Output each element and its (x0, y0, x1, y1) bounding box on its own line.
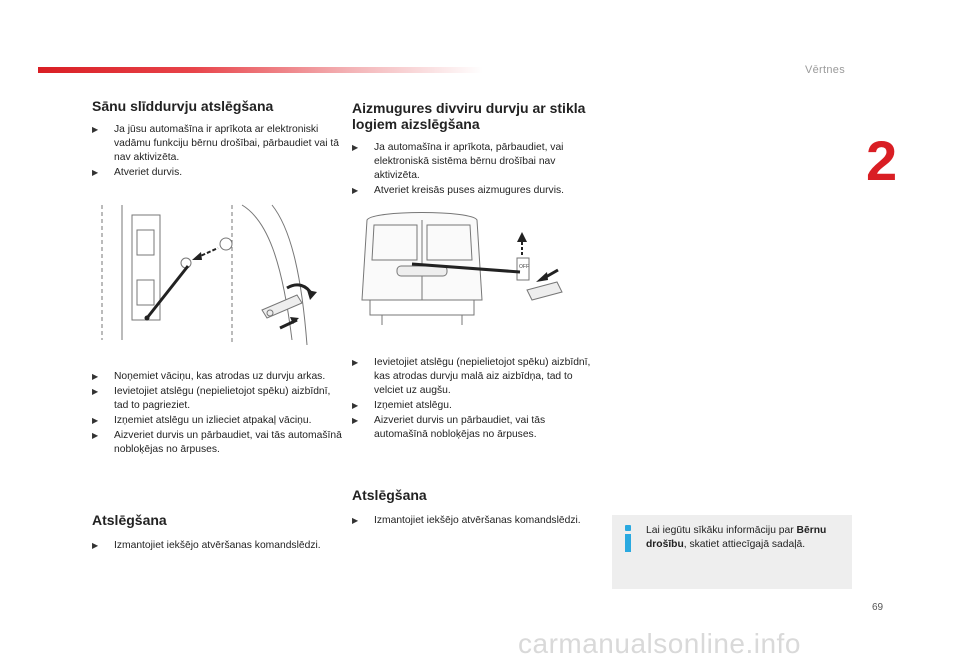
chapter-number: 2 (866, 129, 898, 192)
right-intro-section (352, 100, 592, 199)
heading-sliding-door-locking: Sānu slīddurvju atslēgšana (92, 98, 274, 114)
watermark: carmanualsonline.info (518, 628, 801, 659)
heading-rear-door-locking: Aizmugures divviru durvju ar stikla logiem aizslēgšana (352, 100, 586, 132)
list-item: ▶ Ievietojiet atslēgu (nepielietojot spēku) aizbīdnī, tad to pagrieziet. (92, 386, 331, 411)
bullet-marker-icon: ▶ (92, 125, 99, 134)
bullet-marker-icon: ▶ (352, 401, 359, 410)
list-item: ▶ Ja jūsu automašīna ir aprīkota ar elektroniski vadāmu funkciju bērnu drošībai, pārbaudiet vai tā nav aktivizēta. (92, 124, 339, 163)
list-item: ▶ Aizveriet durvis un pārbaudiet, vai tās automašīnā nobloķējas no ārpuses. (92, 430, 342, 455)
sliding-door-lock-illustration (92, 200, 342, 350)
rear-door-lock-illustration (352, 200, 592, 350)
info-box (612, 515, 852, 589)
bullet-marker-icon: ▶ (92, 168, 99, 177)
list-item: ▶ Izmantojiet iekšējo atvēršanas komandslēdzi. (352, 515, 581, 526)
list-item: ▶ Izņemiet atslēgu un izlieciet atpakaļ vāciņu. (92, 415, 312, 426)
left-intro-list (92, 123, 342, 180)
bullet-marker-icon: ▶ (92, 372, 99, 381)
right-unlock-section (352, 487, 592, 529)
list-item: ▶ Aizveriet durvis un pārbaudiet, vai tās automašīnā nobloķējas no ārpuses. (352, 415, 546, 440)
bullet-marker-icon: ▶ (352, 186, 359, 195)
page-number: 69 (872, 602, 884, 613)
info-icon (622, 525, 634, 555)
heading-unlocking-right: Atslēgšana (352, 487, 427, 503)
left-unlock-section (92, 512, 342, 554)
list-item: ▶ Noņemiet vāciņu, kas atrodas uz durvju arkas. (92, 371, 326, 382)
right-steps-list (352, 356, 592, 442)
list-item: ▶ Izmantojiet iekšējo atvēršanas komandslēdzi. (92, 540, 321, 551)
list-item: ▶ Atveriet kreisās puses aizmugures durvis. (352, 185, 564, 196)
info-link-child-safety: Bērnu drošību (646, 525, 827, 550)
bullet-marker-icon: ▶ (352, 143, 359, 152)
left-unlock-list (92, 539, 342, 553)
info-text: Lai iegūtu sīkāku informāciju par Bērnu drošību, skatiet attiecīgajā sadaļā. (646, 525, 827, 550)
bullet-marker-icon: ▶ (92, 416, 99, 425)
right-intro-list (352, 141, 592, 198)
bullet-marker-icon: ▶ (92, 387, 99, 396)
heading-unlocking-left: Atslēgšana (92, 512, 167, 528)
right-steps-section (352, 356, 592, 443)
list-item: ▶ Izņemiet atslēgu. (352, 400, 452, 411)
off-label: OFF (519, 264, 529, 270)
bullet-marker-icon: ▶ (352, 358, 359, 367)
bullet-marker-icon: ▶ (352, 416, 359, 425)
right-unlock-list (352, 514, 592, 528)
bullet-marker-icon: ▶ (92, 431, 99, 440)
left-steps-list (92, 370, 342, 457)
section-title: Vērtnes (804, 64, 845, 76)
bullet-marker-icon: ▶ (92, 541, 99, 550)
list-item: ▶ Ja automašīna ir aprīkota, pārbaudiet, vai elektroniskā sistēma bērnu drošībai nav aktivizēta. (352, 142, 564, 181)
left-intro-section (92, 98, 342, 181)
list-item: ▶ Ievietojiet atslēgu (nepielietojot spēku) aizbīdnī, kas atrodas durvju malā aiz aizbīdņa, tad to velciet uz augšu. (352, 357, 591, 396)
list-item: ▶ Atveriet durvis. (92, 167, 183, 178)
bullet-marker-icon: ▶ (352, 516, 359, 525)
header-accent-bar (38, 67, 483, 73)
left-steps-section (92, 370, 342, 458)
